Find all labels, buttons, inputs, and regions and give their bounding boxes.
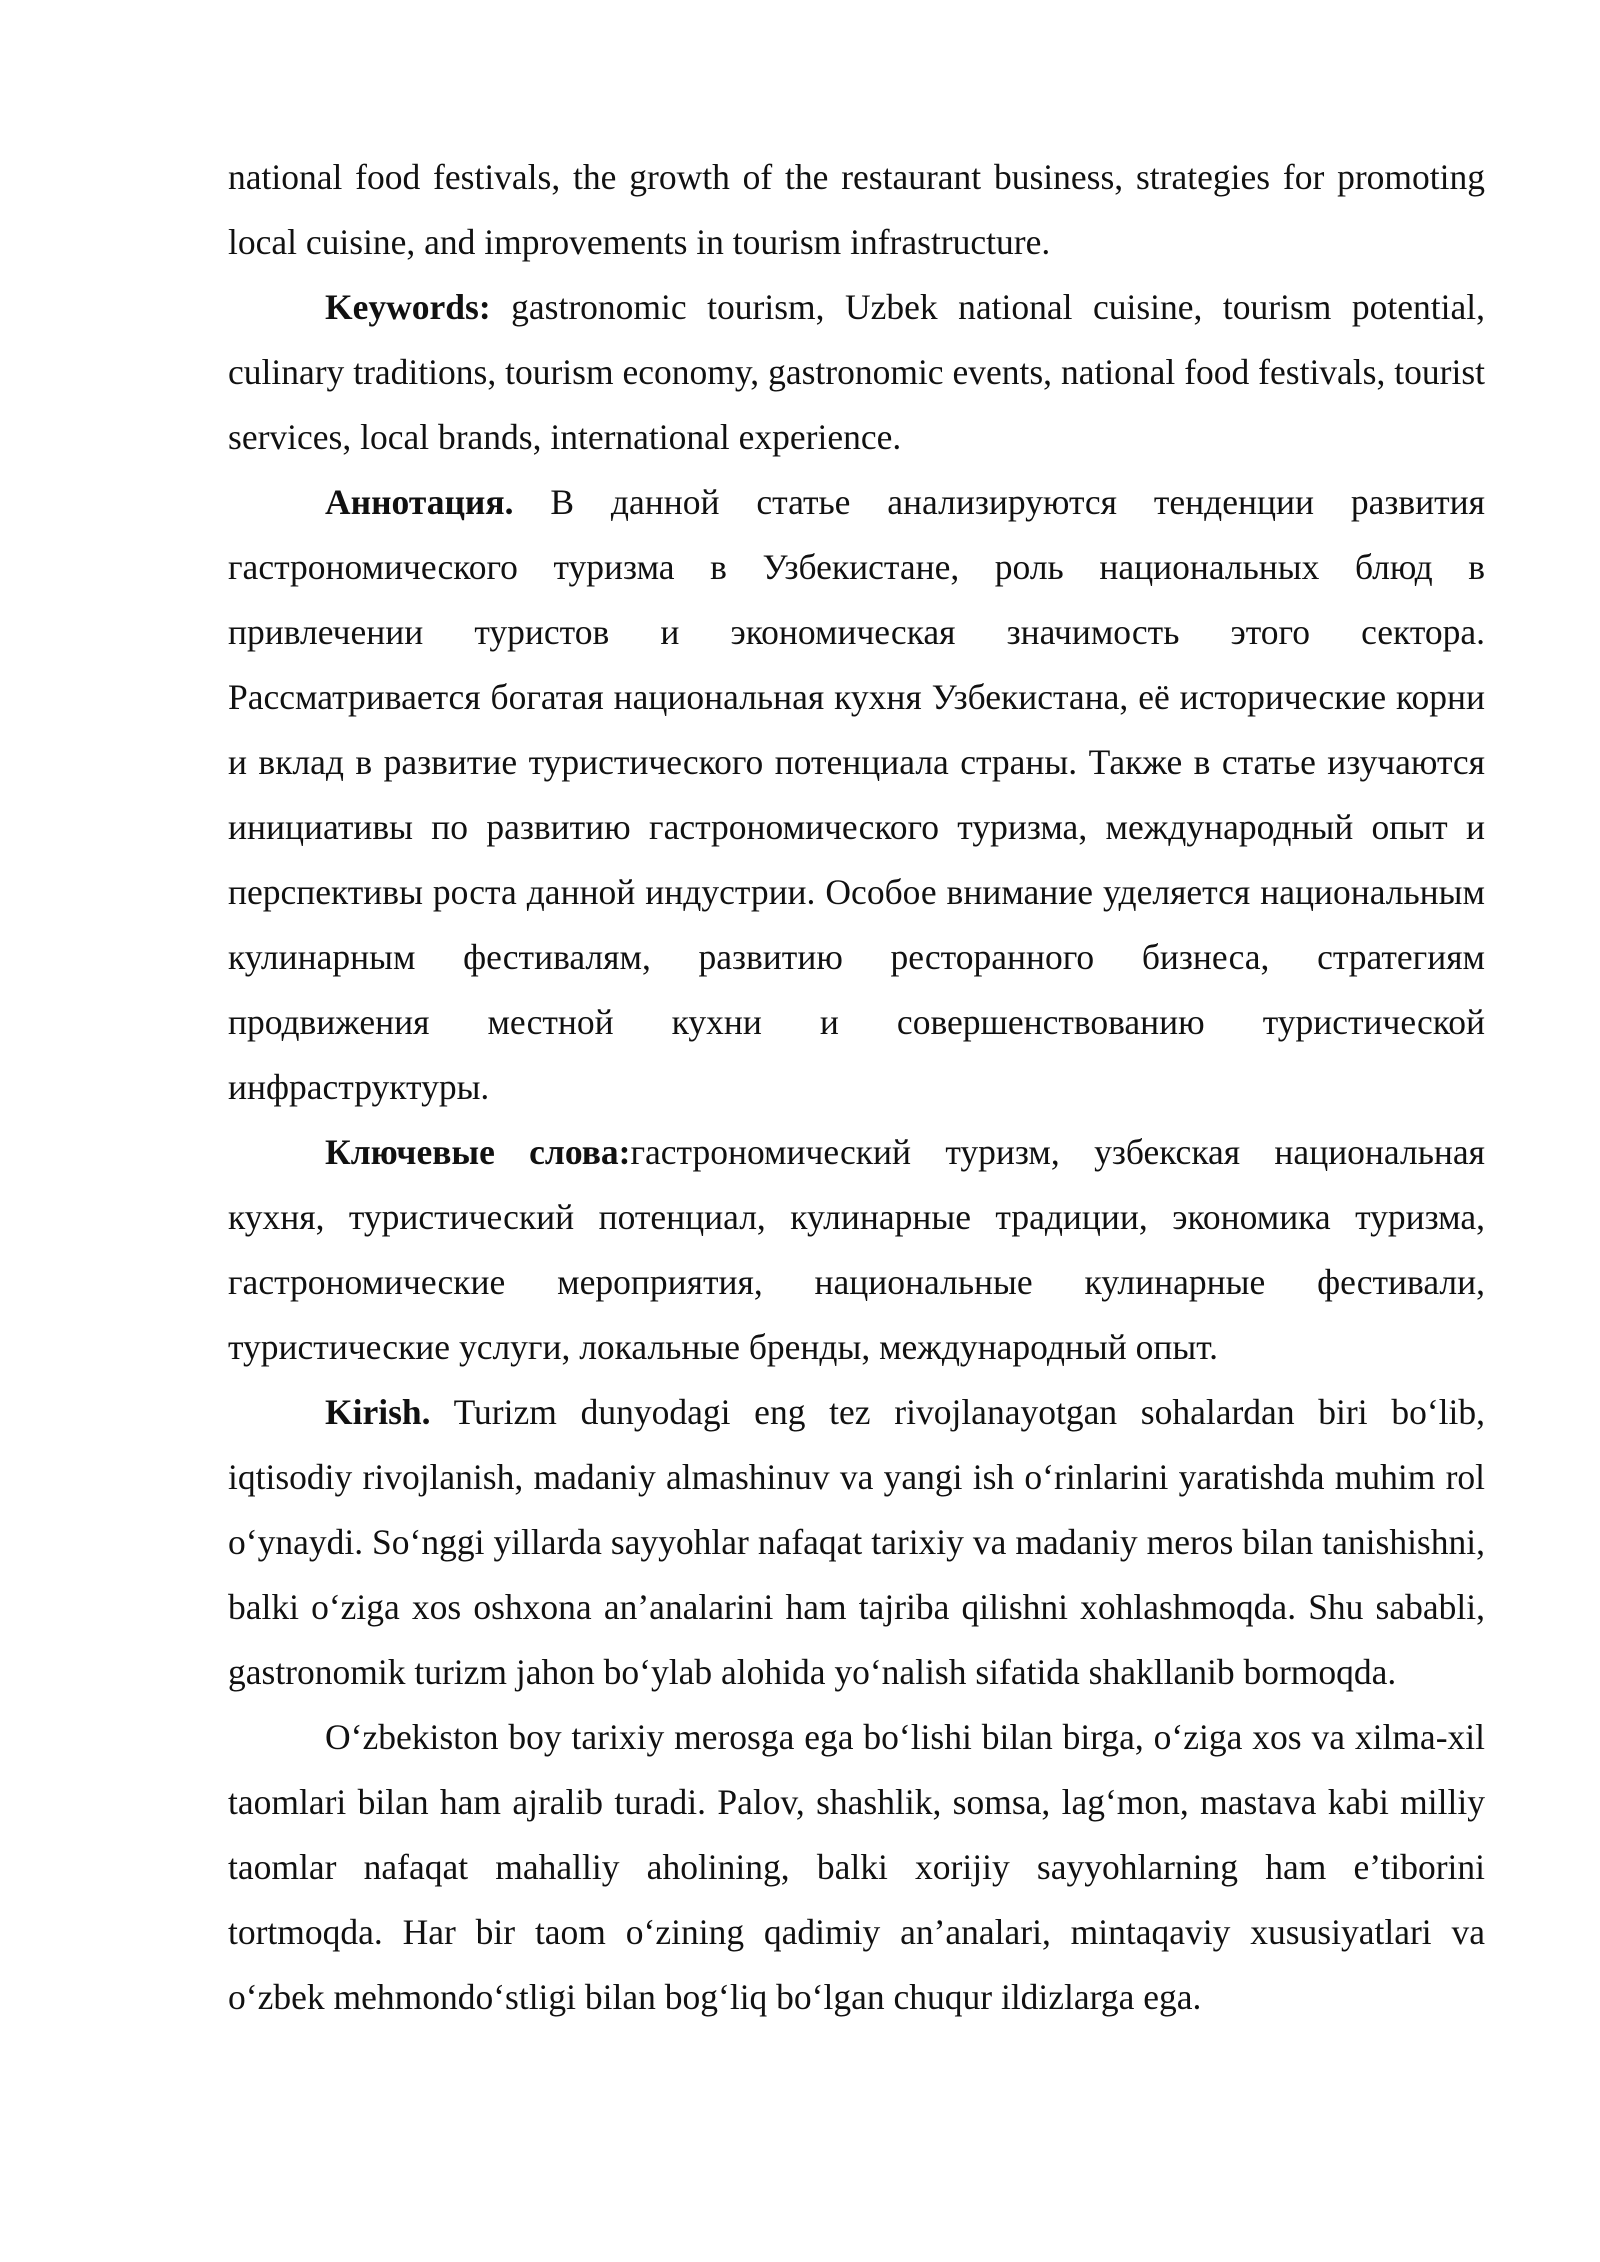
introduction-text: Turizm dunyodagi eng tez rivojlanayotgan sohalardan biri bo‘lib, iqtisodiy rivojlanish, madaniy almashinuv va yangi ish o‘rinlarini yaratishda muhim rol o‘ynaydi. So‘nggi yillarda sayyohlar nafaqat tarixiy va madaniy meros bilan tanishishni, balki o‘ziga xos oshxona an’analarini ham tajriba qilishni xohlashmoqda. Shu sababli, gastronomik turizm jahon bo‘ylab alohida yo‘nalish sifatida shakllanib bormoqda. xyxy=(228,1392,1485,1692)
introduction-label: Kirish. xyxy=(325,1392,431,1432)
annotation-text: В данной статье анализируются тенденции развития гастрономического туризма в Узбекистане, роль национальных блюд в привлечении туристов и экономическая значимость этого сектора. Рассматривается богатая национальная кухня Узбекистана, её исторические корни и вклад в развитие туристического потенциала страны. Также в статье изучаются инициативы по развитию гастрономического туризма, международный опыт и перспективы роста данной индустрии. Особое внимание уделяется национальным кулинарным фестивалям, развитию ресторанного бизнеса, стратегиям продвижения местной кухни и совершенствованию туристической инфраструктуры. xyxy=(228,482,1485,1107)
annotation-russian xyxy=(228,470,1485,1120)
keywords-ru-label: Ключевые слова: xyxy=(325,1132,631,1172)
keywords-text: gastronomic tourism, Uzbek national cuisine, tourism potential, culinary traditions, tourism economy, gastronomic events, national food festivals, tourist services, local brands, international experience. xyxy=(228,287,1485,457)
document-body xyxy=(228,145,1485,2030)
body-paragraph xyxy=(228,1705,1485,2030)
annotation-label: Аннотация. xyxy=(325,482,514,522)
paragraph-text: national food festivals, the growth of the restaurant business, strategies for promoting local cuisine, and improvements in tourism infrastructure. xyxy=(228,157,1485,262)
keywords-russian xyxy=(228,1120,1485,1380)
keywords-label: Keywords: xyxy=(325,287,491,327)
keywords-ru-text: гастрономический туризм, узбекская национальная кухня, туристический потенциал, кулинарные традиции, экономика туризма, гастрономические мероприятия, национальные кулинарные фестивали, туристические услуги, локальные бренды, международный опыт. xyxy=(228,1132,1485,1367)
paragraph-text: O‘zbekiston boy tarixiy merosga ega bo‘lishi bilan birga, o‘ziga xos va xilma-xil taomlari bilan ham ajralib turadi. Palov, shashlik, somsa, lag‘mon, mastava kabi milliy taomlar nafaqat mahalliy aholining, balki xorijiy sayyohlarning ham e’tiborini tortmoqda. Har bir taom o‘zining qadimiy an’analari, mintaqaviy xususiyatlari va o‘zbek mehmondo‘stligi bilan bog‘liq bo‘lgan chuqur ildizlarga ega. xyxy=(228,1717,1485,2017)
keywords-english xyxy=(228,275,1485,470)
abstract-english-continuation xyxy=(228,145,1485,275)
introduction-paragraph xyxy=(228,1380,1485,1705)
